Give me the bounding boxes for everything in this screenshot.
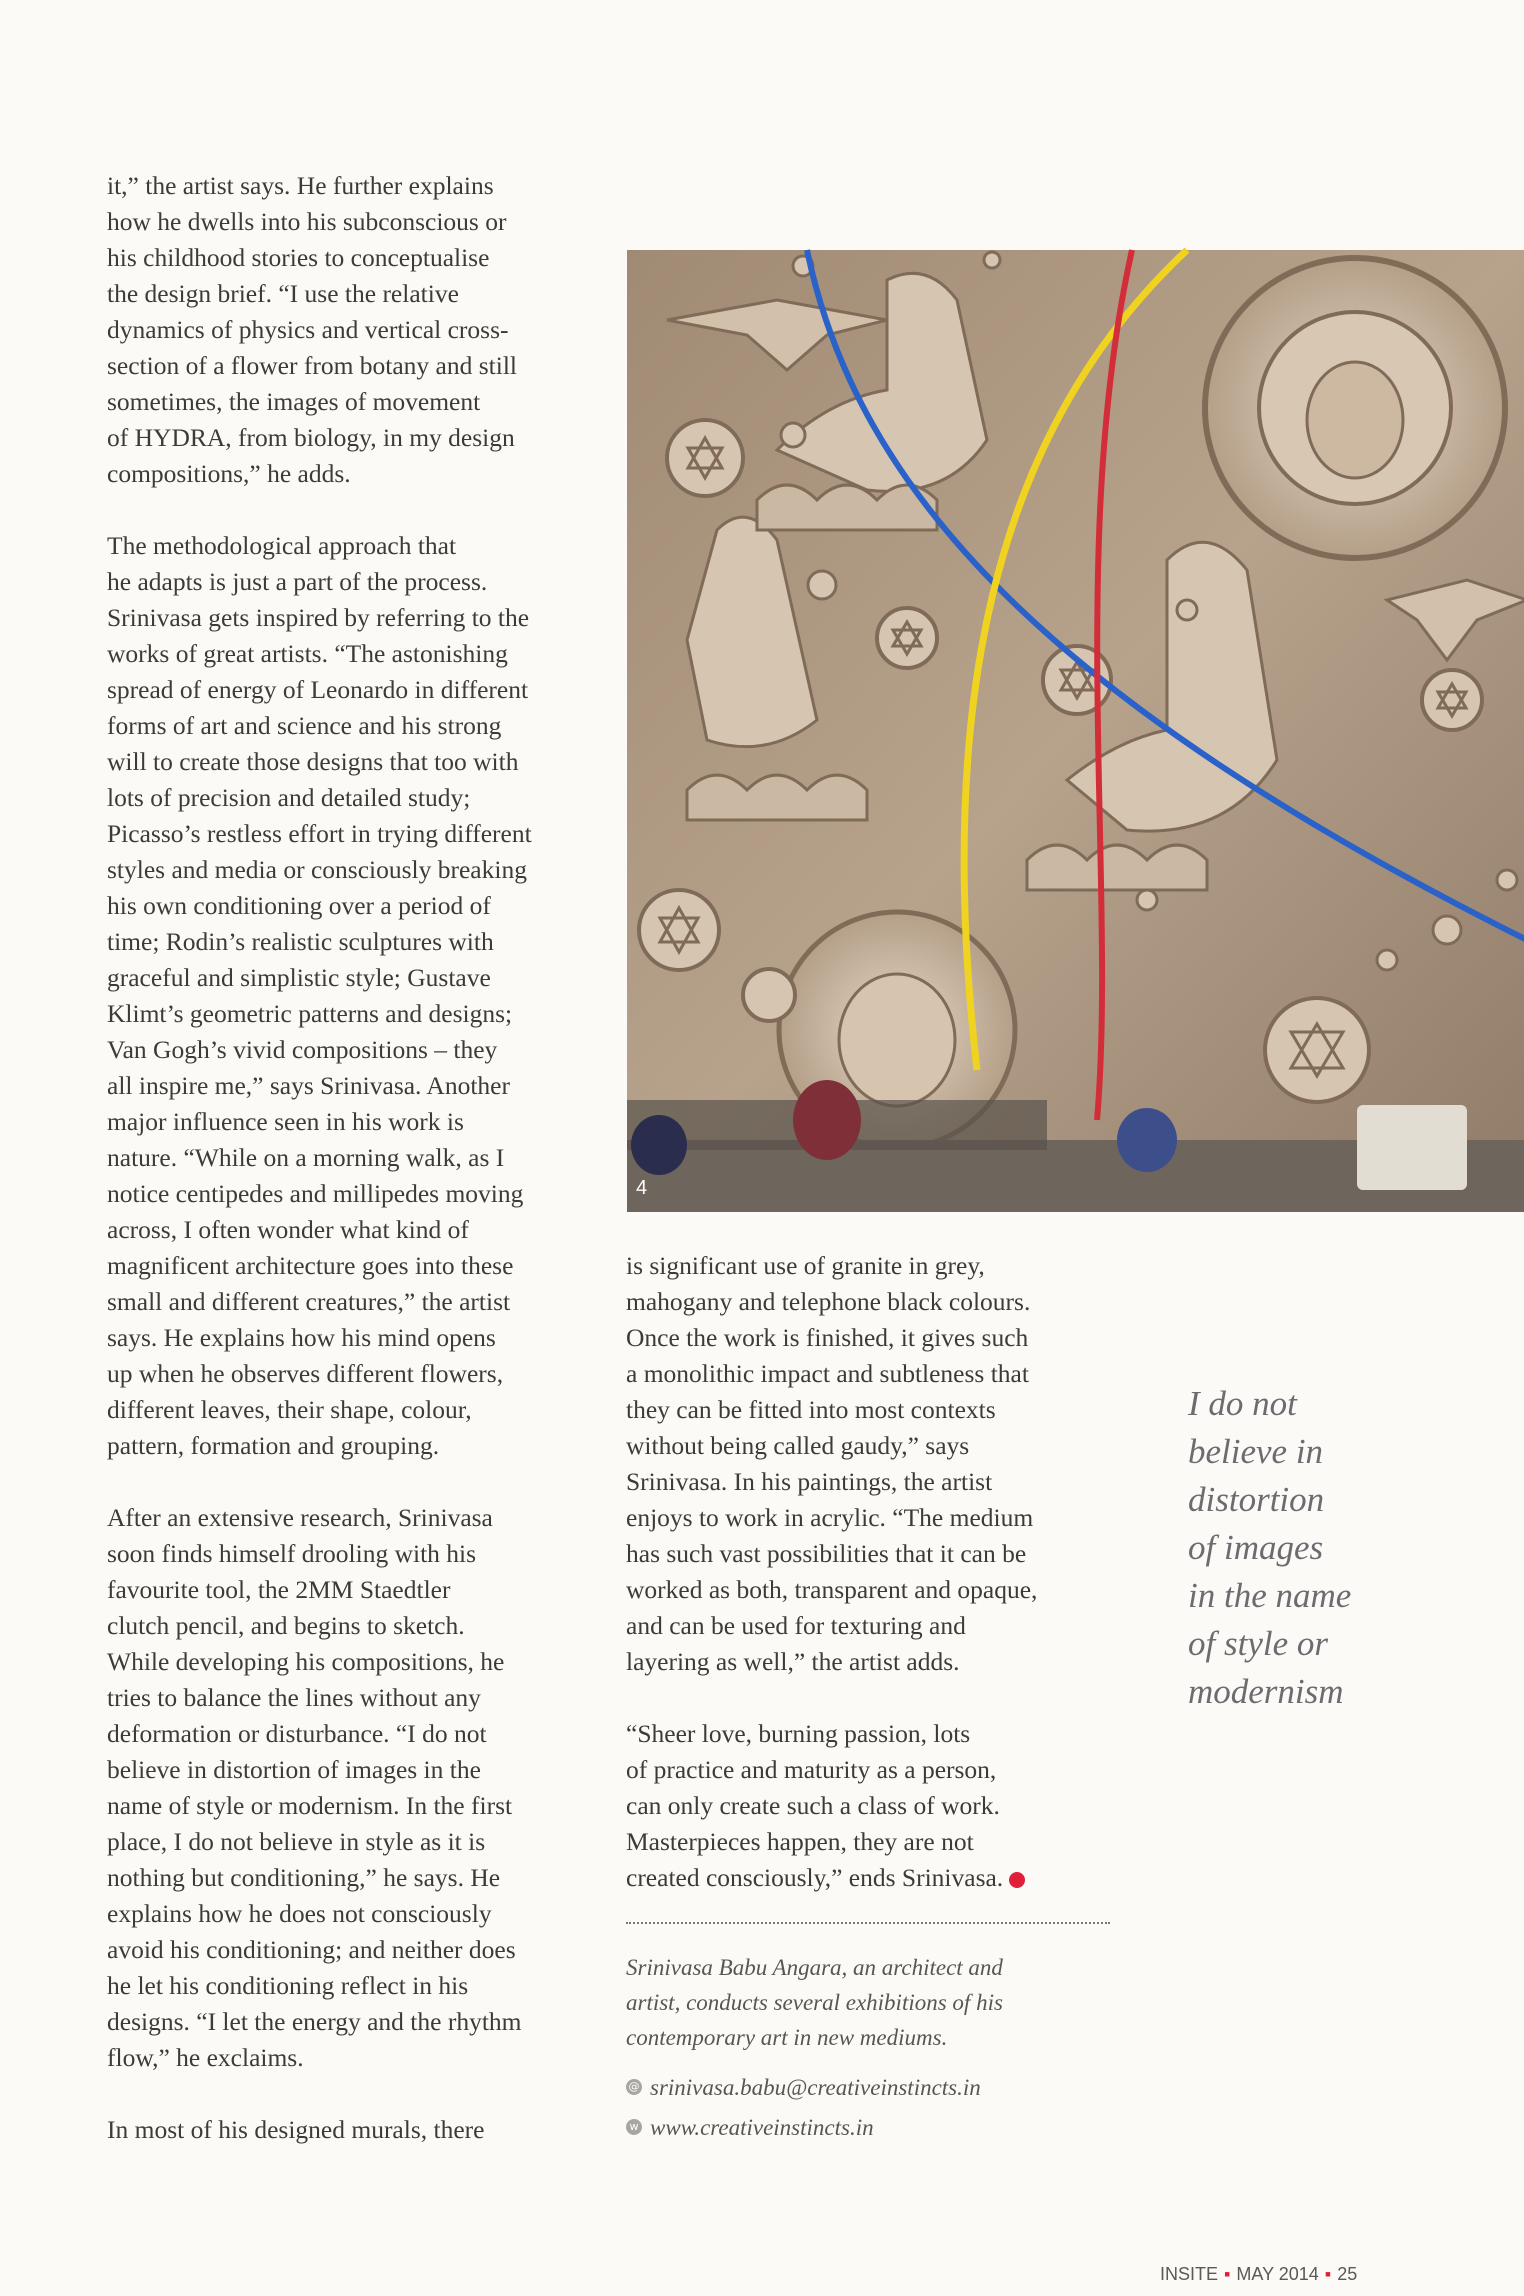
pull-quote: I do not believe in distortion of images in the name of style or modernism	[1188, 1384, 1352, 1711]
end-mark-icon	[1009, 1872, 1025, 1888]
separator-icon: ▪	[1224, 2264, 1231, 2284]
paragraph-3: After an extensive research, Srinivasa soon finds himself drooling with his favourite tool, the 2MM Staedtler clutch pencil, and begins to sketch. While developing his compositions, he tries to balance the lines without any deformation or disturbance. “I do not believe in distortion of images in the name of style or modernism. In the first place, I do not believe in style as it is nothing but conditioning,” he says. He explains how he does not consciously avoid his conditioning; and neither does he let his conditioning reflect in his designs. “I let the energy and the rhythm flow,” he exclaims.	[107, 1503, 522, 2072]
page-number: 25	[1337, 2264, 1358, 2284]
paragraph-1: it,” the artist says. He further explains how he dwells into his subconscious or his childhood stories to conceptualise the design brief. “I use the relative dynamics of physics and vertical cross- section of a flower from botany and still sometimes, the images of movement of HYDRA, from biology, in my design compositions,” he adds.	[107, 171, 518, 488]
left-column	[107, 168, 597, 2184]
author-bio: Srinivasa Babu Angara, an architect and artist, conducts several exhibitions of his contemporary art in new mediums. @ srinivasa.babu@creativeinstincts.in w www.creativeinstincts.in	[626, 1950, 1126, 2147]
separator-icon: ▪	[1324, 2264, 1332, 2284]
divider	[626, 1922, 1110, 1924]
email-icon: @	[626, 2079, 642, 2095]
website-row	[626, 2107, 1126, 2147]
paragraph-2: The methodological approach that he adapts is just a part of the process. Srinivasa gets inspired by referring to the works of great artists. “The astonishing spread of energy of Leonardo in different forms of art and science and his strong will to create those designs that too with lots of precision and detailed study; Picasso’s restless effort in trying different styles and media or consciously breaking his own conditioning over a period of time; Rodin’s realistic sculptures with graceful and simplistic style; Gustave Klimt’s geometric patterns and designs; Van Gogh’s vivid compositions – they all inspire me,” says Srinivasa. Another major influence seen in his work is nature. “While on a morning walk, as I notice centipedes and millipedes moving across, I often wonder what kind of magnificent architecture goes into these small and different creatures,” the artist says. He explains how his mind opens up when he observes different flowers, different leaves, their shape, colour, pattern, formation and grouping.	[107, 531, 532, 1460]
email-text: srinivasa.babu@creativeinstincts.in	[650, 2074, 981, 2100]
paragraph-6: “Sheer love, burning passion, lots of practice and maturity as a person, can only create such a class of work. Masterpieces happen, they are not created consciously,” ends Srinivasa.	[626, 1716, 1116, 1896]
email-row	[626, 2067, 1126, 2107]
issue-date: MAY 2014	[1236, 2264, 1319, 2284]
mural-relief-illustration	[627, 240, 1524, 1212]
mural-photo	[627, 240, 1524, 1212]
figure-number: 4	[636, 1177, 648, 1199]
middle-column	[626, 1248, 1116, 1932]
globe-icon: w	[626, 2119, 642, 2135]
paragraph-5: is significant use of granite in grey, mahogany and telephone black colours. Once the work is finished, it gives such a monolithic impact and subtleness that they can be fitted into most contexts without being called gaudy,” says Srinivasa. In his paintings, the artist enjoys to work in acrylic. “The medium has such vast possibilities that it can be worked as both, transparent and opaque, and can be used for texturing and layering as well,” the artist adds.	[626, 1251, 1038, 1676]
website-text: www.creativeinstincts.in	[650, 2114, 874, 2140]
page-footer	[1160, 2264, 1357, 2285]
magazine-name: INSITE	[1160, 2264, 1219, 2284]
contact-info	[626, 2067, 1126, 2147]
paragraph-4: In most of his designed murals, there	[107, 2115, 485, 2144]
